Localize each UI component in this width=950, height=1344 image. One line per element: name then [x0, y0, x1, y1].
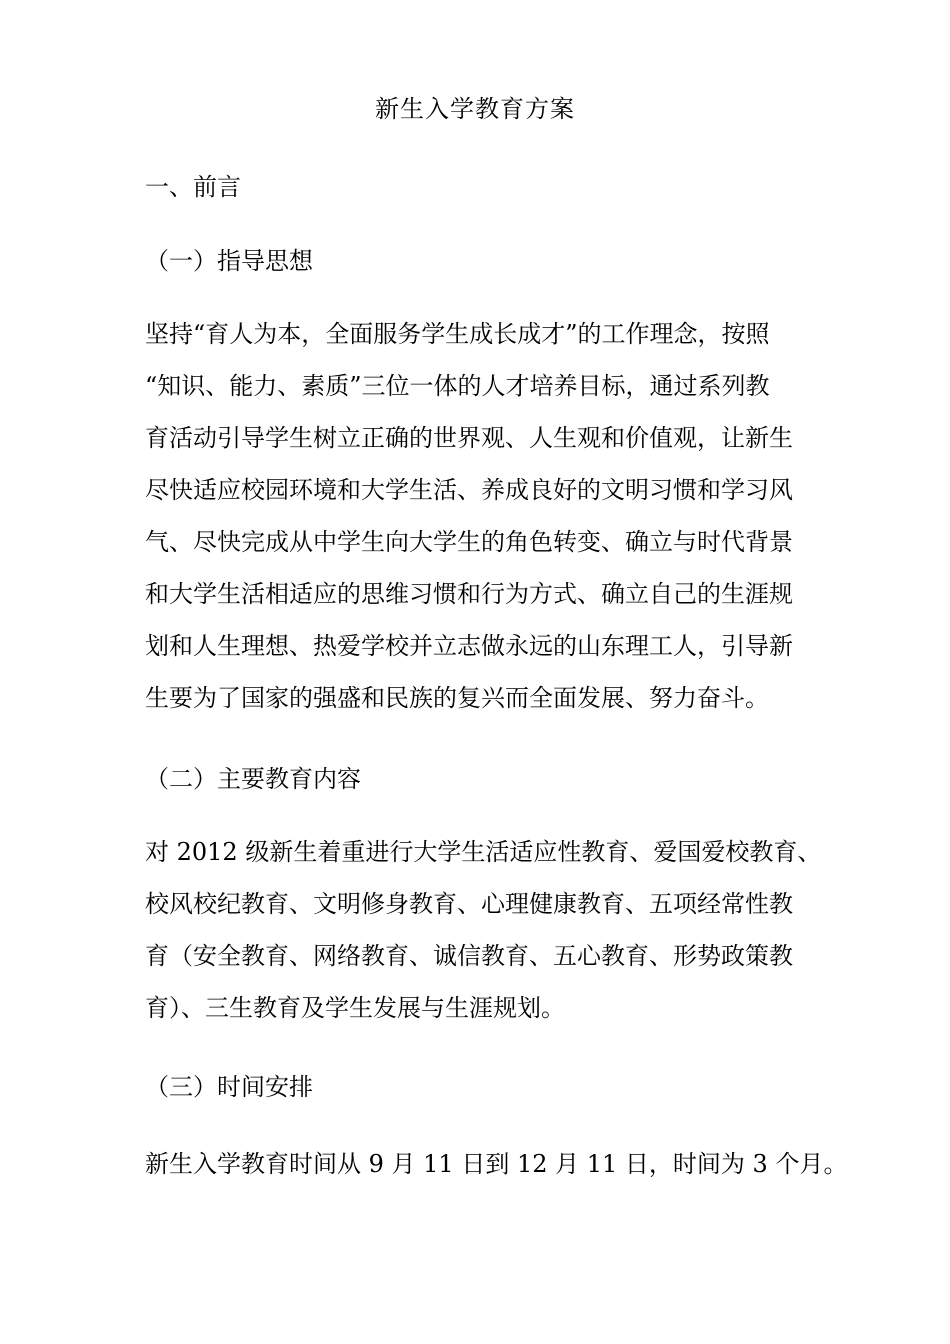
paragraph-guiding-ideology — [145, 308, 805, 724]
paragraph-line: 气、尽快完成从中学生向大学生的角色转变、确立与时代背景 — [145, 528, 793, 556]
section-heading-preface: 一、前言 — [145, 173, 241, 201]
document-title: 新生入学教育方案 — [375, 95, 575, 123]
paragraph-line: 育）、三生教育及学生发展与生涯规划。 — [145, 994, 565, 1022]
paragraph-main-content — [145, 826, 822, 1034]
paragraph-line: 生要为了国家的强盛和民族的复兴而全面发展、努力奋斗。 — [145, 684, 769, 712]
paragraph-line: 和大学生活相适应的思维习惯和行为方式、确立自己的生涯规 — [145, 580, 793, 608]
paragraph-line: 育活动引导学生树立正确的世界观、人生观和价值观，让新生 — [145, 424, 793, 452]
paragraph-line: 划和人生理想、热爱学校并立志做永远的山东理工人，引导新 — [145, 632, 793, 660]
paragraph-line: 尽快适应校园环境和大学生活、养成良好的文明习惯和学习风 — [145, 476, 793, 504]
subsection-heading-guiding-ideology: （一）指导思想 — [145, 247, 313, 275]
paragraph-line: 坚持“育人为本，全面服务学生成长成才”的工作理念，按照 — [145, 320, 770, 348]
paragraph-line: 对 2012 级新生着重进行大学生活适应性教育、爱国爱校教育、 — [145, 838, 822, 866]
paragraph-line: “知识、能力、素质”三位一体的人才培养目标，通过系列教 — [145, 372, 770, 400]
paragraph-line: 育（安全教育、网络教育、诚信教育、五心教育、形势政策教 — [145, 942, 793, 970]
paragraph-line: 校风校纪教育、文明修身教育、心理健康教育、五项经常性教 — [145, 890, 793, 918]
paragraph-line: 新生入学教育时间从 9 月 11 日到 12 月 11 日，时间为 3 个月。 — [145, 1150, 848, 1178]
subsection-heading-main-content: （二）主要教育内容 — [145, 765, 361, 793]
subsection-heading-schedule: （三）时间安排 — [145, 1073, 313, 1101]
paragraph-schedule — [145, 1138, 848, 1190]
